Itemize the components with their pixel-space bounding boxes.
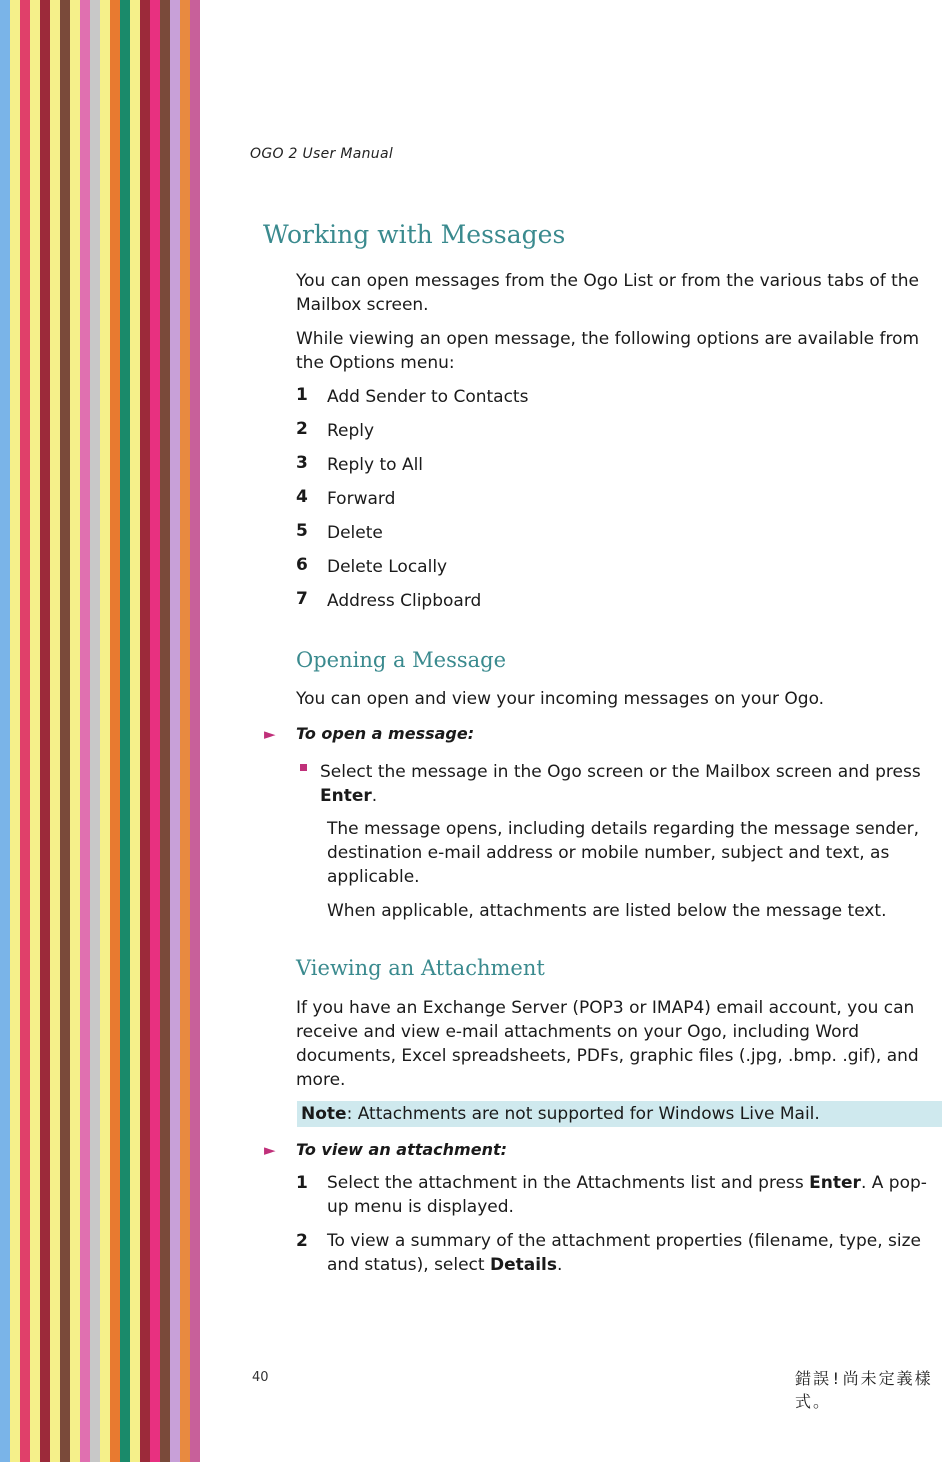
- opening-title: Opening a Message: [296, 648, 507, 672]
- step-number: 1: [296, 1173, 308, 1193]
- list-item: [296, 419, 896, 453]
- note-text: : Attachments are not supported for Windows Live Mail.: [346, 1104, 820, 1124]
- footer-style-error: 錯誤!尚未定義樣式。: [795, 1369, 933, 1411]
- step-text: Select the attachment in the Attachments list and press Enter. A pop-up menu is displayed.: [327, 1173, 927, 1217]
- list-item: [296, 521, 896, 555]
- stripe: [120, 0, 130, 1462]
- step-text: To view a summary of the attachment properties (filename, type, size and status), select Details.: [327, 1231, 921, 1275]
- view-step-2: [296, 1229, 941, 1277]
- intro-paragraph-1: You can open messages from the Ogo List or from the various tabs of the Mailbox screen.: [296, 271, 920, 315]
- running-header: OGO 2 User Manual: [250, 146, 394, 162]
- viewing-title: Viewing an Attachment: [296, 956, 545, 980]
- view-step-1: [296, 1171, 941, 1219]
- options-list: [296, 385, 896, 623]
- open-step: Select the message in the Ogo screen or the Mailbox screen and press Enter.: [320, 762, 921, 806]
- stripe: [180, 0, 190, 1462]
- open-procedure-heading: To open a message:: [296, 724, 475, 743]
- stripe: [110, 0, 120, 1462]
- stripe: [190, 0, 200, 1462]
- note-box: [297, 1101, 942, 1127]
- list-item-number: 1: [296, 385, 308, 405]
- stripe: [70, 0, 80, 1462]
- stripe: [90, 0, 100, 1462]
- stripe: [160, 0, 170, 1462]
- list-item-label: Delete: [327, 523, 383, 543]
- list-item-number: 4: [296, 487, 308, 507]
- list-item-number: 7: [296, 589, 308, 609]
- list-item-label: Delete Locally: [327, 557, 448, 577]
- opening-intro: You can open and view your incoming messages on your Ogo.: [296, 689, 825, 709]
- stripe: [30, 0, 40, 1462]
- list-item-number: 3: [296, 453, 308, 473]
- square-bullet-icon: [300, 764, 307, 771]
- list-item: [296, 487, 896, 521]
- open-result-2: When applicable, attachments are listed below the message text.: [327, 901, 887, 921]
- list-item-label: Address Clipboard: [327, 591, 482, 611]
- step-number: 2: [296, 1231, 308, 1251]
- list-item-number: 6: [296, 555, 308, 575]
- intro-paragraph-2: While viewing an open message, the following options are available from the Options menu:: [296, 329, 920, 373]
- stripe: [50, 0, 60, 1462]
- page-number: 40: [252, 1370, 269, 1385]
- open-result-1: The message opens, including details regarding the message sender, destination e-mail address or mobile number, subject and text, as applicable.: [327, 819, 920, 887]
- list-item: [296, 453, 896, 487]
- list-item: [296, 589, 896, 623]
- stripe: [60, 0, 70, 1462]
- list-item: [296, 385, 896, 419]
- list-item-label: Reply: [327, 421, 375, 441]
- stripe: [10, 0, 20, 1462]
- list-item: [296, 555, 896, 589]
- procedure-arrow-icon: ►: [264, 1141, 276, 1159]
- view-procedure-heading: To view an attachment:: [296, 1140, 508, 1159]
- list-item-label: Forward: [327, 489, 396, 509]
- stripe: [0, 0, 10, 1462]
- stripe: [100, 0, 110, 1462]
- list-item-number: 2: [296, 419, 308, 439]
- stripe: [130, 0, 140, 1462]
- note-label: Note: [301, 1104, 347, 1124]
- stripe: [20, 0, 30, 1462]
- procedure-arrow-icon: ►: [264, 725, 276, 743]
- decorative-stripes: [0, 0, 200, 1462]
- stripe: [140, 0, 150, 1462]
- viewing-intro: If you have an Exchange Server (POP3 or IMAP4) email account, you can receive and view e-mail attachments on your Ogo, including Word documents, Excel spreadsheets, PDFs, graphic files (.jpg, .bmp. .gif), and more.: [296, 998, 919, 1090]
- section-title: Working with Messages: [263, 220, 566, 249]
- list-item-number: 5: [296, 521, 308, 541]
- stripe: [80, 0, 90, 1462]
- stripe: [40, 0, 50, 1462]
- list-item-label: Add Sender to Contacts: [327, 387, 529, 407]
- stripe: [170, 0, 180, 1462]
- list-item-label: Reply to All: [327, 455, 424, 475]
- stripe: [150, 0, 160, 1462]
